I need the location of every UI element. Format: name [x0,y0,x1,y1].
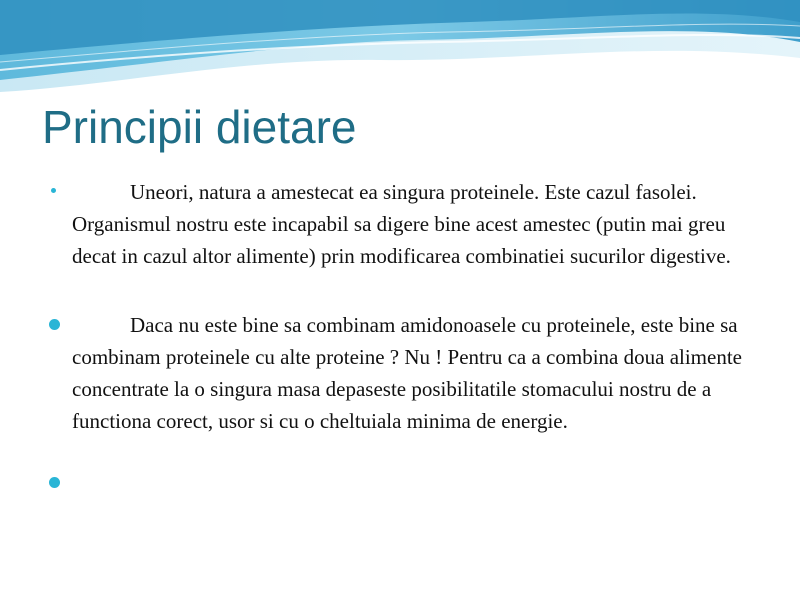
bullet-dot-icon [49,319,60,330]
bullet-list [0,176,800,497]
bullet-text: Daca nu este bine sa combinam amidonoasele cu proteinele, este bine sa combinam proteinele cu alte proteine ? Nu ! Pentru ca a combina doua alimente concentrate la o singura masa depaseste posibilitatile stomacului nostru de a functiona corect, usor si cu o cheltuiala minima de energie. [72,313,742,433]
bullet-text: Uneori, natura a amestecat ea singura proteinele. Este cazul fasolei. Organismul nostru este incapabil sa digere bine acest amestec (putin mai greu decat in cazul altor alimente) prin modificarea combinatiei sucurilor digestive. [72,180,731,268]
bullet-dot-icon [49,477,60,488]
bullet-item [0,467,800,497]
bullet-dot-icon [51,188,56,193]
slide-title: Principii dietare [42,101,357,153]
bullet-item [0,309,800,467]
bullet-item [0,176,800,304]
wave-header-decoration [0,0,800,95]
